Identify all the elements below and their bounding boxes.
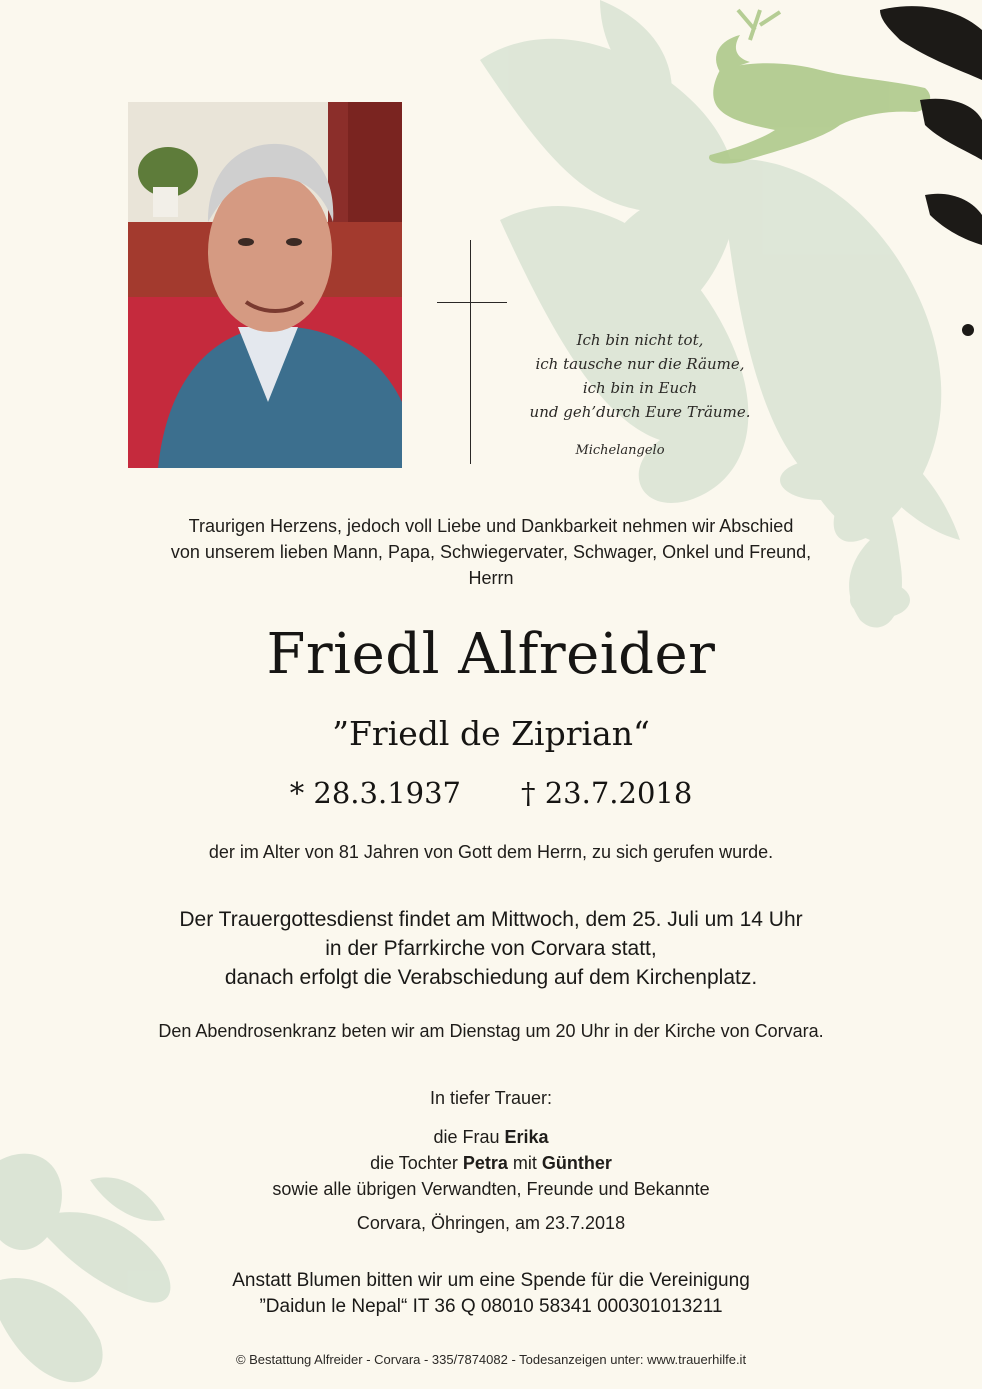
- intro-line: Traurigen Herzens, jedoch voll Liebe und Dankbarkeit nehmen wir Abschied: [188, 516, 794, 536]
- poem-line: ich bin in Euch: [582, 379, 698, 397]
- poem-line: ich tausche nur die Räume,: [535, 355, 745, 373]
- partner-name: Günther: [541, 1153, 612, 1173]
- deceased-name: Friedl Alfreider: [266, 622, 716, 687]
- portrait-photo: [128, 102, 402, 468]
- funeral-service-info: [0, 905, 982, 992]
- family-others: sowie alle übrigen Verwandten, Freunde und Bekannte: [272, 1179, 710, 1199]
- daughter-connector: mit: [512, 1153, 537, 1173]
- daughter-prefix: die Tochter: [370, 1153, 458, 1173]
- intro-line: Herrn: [468, 568, 514, 588]
- deceased-nickname: ”Friedl de Ziprian“: [332, 714, 650, 753]
- poem: [495, 328, 785, 424]
- place-date: Corvara, Öhringen, am 23.7.2018: [356, 1213, 626, 1233]
- donation-info: [0, 1268, 982, 1320]
- birth-date: * 28.3.1937: [289, 776, 461, 810]
- mourning-heading: In tiefer Trauer:: [429, 1088, 553, 1108]
- cross-horizontal-bar: [437, 302, 507, 303]
- intro-line: von unserem lieben Mann, Papa, Schwiegervater, Schwager, Onkel und Freund,: [170, 542, 812, 562]
- poem-line: Ich bin nicht tot,: [576, 331, 704, 349]
- footer-credit: © Bestattung Alfreider - Corvara - 335/7874082 - Todesanzeigen unter: www.trauerhilfe.it: [235, 1352, 747, 1367]
- service-line: danach erfolgt die Verabschiedung auf dem Kirchenplatz.: [224, 966, 758, 989]
- family-list: [0, 1124, 982, 1202]
- family-wife: [0, 1124, 982, 1150]
- service-line: Der Trauergottesdienst findet am Mittwoch, dem 25. Juli um 14 Uhr: [179, 908, 803, 931]
- cross-vertical-bar: [470, 240, 471, 464]
- death-date: † 23.7.2018: [521, 776, 693, 810]
- intro-text: [0, 513, 982, 591]
- daughter-name: Petra: [462, 1153, 508, 1173]
- donation-line: Anstatt Blumen bitten wir um eine Spende für die Vereinigung: [232, 1270, 750, 1291]
- wife-prefix: die Frau: [433, 1127, 500, 1147]
- poem-line: und geh’durch Eure Träume.: [529, 403, 751, 421]
- poem-author: Michelangelo: [575, 443, 665, 458]
- family-daughter: [0, 1150, 982, 1176]
- rosary-info: Den Abendrosenkranz beten wir am Dienstag um 20 Uhr in der Kirche von Corvara.: [158, 1021, 824, 1041]
- donation-line: ”Daidun le Nepal“ IT 36 Q 08010 58341 000301013211: [259, 1296, 723, 1317]
- service-line: in der Pfarrkirche von Corvara statt,: [325, 937, 657, 960]
- age-text: der im Alter von 81 Jahren von Gott dem Herrn, zu sich gerufen wurde.: [208, 842, 774, 862]
- life-dates: [0, 776, 982, 810]
- wife-name: Erika: [504, 1127, 549, 1147]
